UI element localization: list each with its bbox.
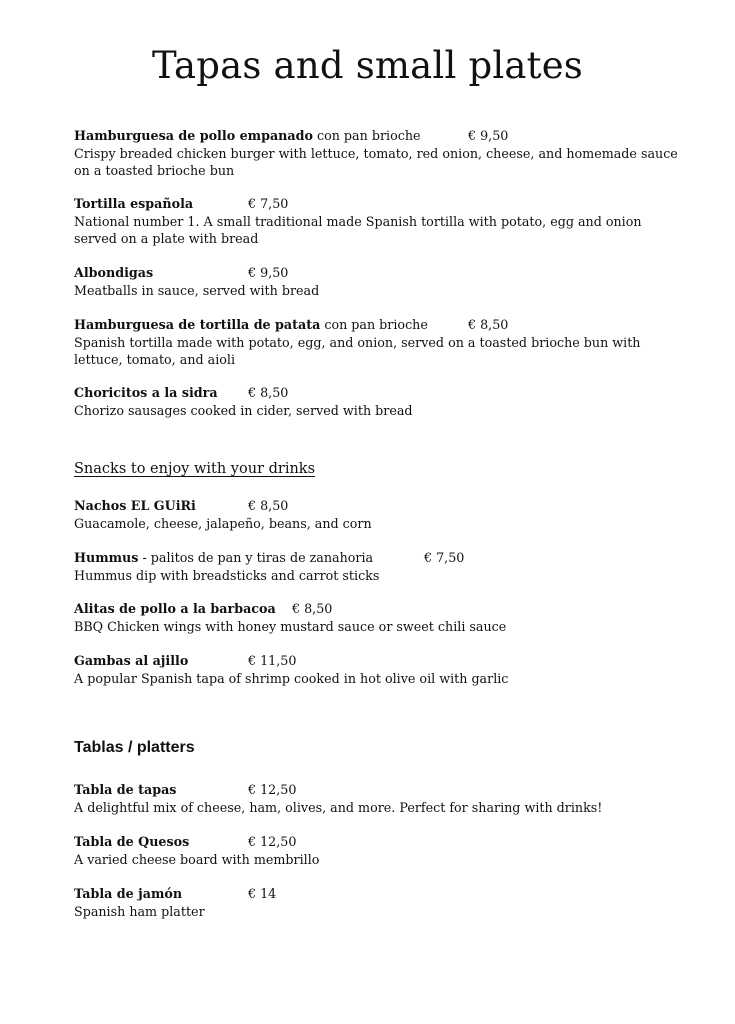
item-price: € 8,50 — [248, 498, 289, 513]
menu-item — [74, 195, 684, 248]
item-description: Hummus dip with breadsticks and carrot sticks — [74, 567, 380, 583]
menu-item — [74, 316, 684, 369]
platters-heading: Tablas / platters — [74, 739, 195, 756]
item-name: Albondigas — [74, 265, 154, 280]
item-description: Spanish tortilla made with potato, egg, and onion, served on a toasted brioche bun with lettuce, tomato, and aioli — [74, 334, 641, 367]
item-price: € 9,50 — [468, 128, 509, 143]
menu-item — [74, 652, 684, 687]
item-description: Guacamole, cheese, jalapeño, beans, and corn — [74, 515, 372, 531]
item-subtitle: - palitos de pan y tiras de zanahoria — [138, 550, 374, 565]
item-description: A popular Spanish tapa of shrimp cooked in hot olive oil with garlic — [74, 670, 509, 686]
item-name: Tabla de Quesos — [74, 834, 190, 849]
snacks-heading: Snacks to enjoy with your drinks — [74, 461, 316, 477]
item-price: € 12,50 — [248, 834, 297, 849]
menu-item — [74, 497, 684, 532]
item-description: National number 1. A small traditional made Spanish tortilla with potato, egg and onion served on a plate with bread — [74, 213, 642, 246]
item-description: A varied cheese board with membrillo — [74, 851, 320, 867]
menu-item — [74, 781, 684, 816]
item-price: € 8,50 — [292, 601, 333, 616]
menu-item — [74, 127, 684, 180]
item-name: Hamburguesa de tortilla de patata — [74, 317, 321, 332]
item-name: Gambas al ajillo — [74, 653, 189, 668]
menu-item — [74, 600, 684, 635]
menu-item — [74, 885, 684, 920]
menu-item — [74, 833, 684, 868]
item-name: Hamburguesa de pollo empanado — [74, 128, 313, 143]
item-subtitle: con pan brioche — [312, 128, 421, 143]
item-price: € 12,50 — [248, 782, 297, 797]
item-price: € 14 — [248, 886, 277, 901]
item-name: Tortilla española — [74, 196, 194, 211]
item-price: € 7,50 — [248, 196, 289, 211]
item-description: Chorizo sausages cooked in cider, served with bread — [74, 402, 413, 418]
item-description: BBQ Chicken wings with honey mustard sauce or sweet chili sauce — [74, 618, 507, 634]
item-price: € 11,50 — [248, 653, 297, 668]
page-title: Tapas and small plates — [152, 44, 583, 87]
menu-item — [74, 264, 684, 299]
item-description: Crispy breaded chicken burger with lettuce, tomato, red onion, cheese, and homemade sauce on a toasted brioche bun — [74, 145, 678, 178]
item-price: € 9,50 — [248, 265, 289, 280]
item-name: Nachos EL GUiRi — [74, 498, 196, 513]
item-description: A delightful mix of cheese, ham, olives, and more. Perfect for sharing with drinks! — [74, 799, 603, 815]
item-price: € 8,50 — [248, 385, 289, 400]
item-name: Alitas de pollo a la barbacoa — [74, 601, 276, 616]
item-description: Meatballs in sauce, served with bread — [74, 282, 320, 298]
item-description: Spanish ham platter — [74, 903, 205, 919]
item-name: Tabla de tapas — [74, 782, 177, 797]
item-name: Tabla de jamón — [74, 886, 183, 901]
menu-item — [74, 549, 684, 584]
item-name: Choricitos a la sidra — [74, 385, 218, 400]
item-price: € 7,50 — [424, 550, 465, 565]
item-subtitle: con pan brioche — [320, 317, 428, 332]
item-name: Hummus — [74, 550, 139, 565]
item-price: € 8,50 — [468, 317, 509, 332]
menu-item — [74, 384, 684, 419]
